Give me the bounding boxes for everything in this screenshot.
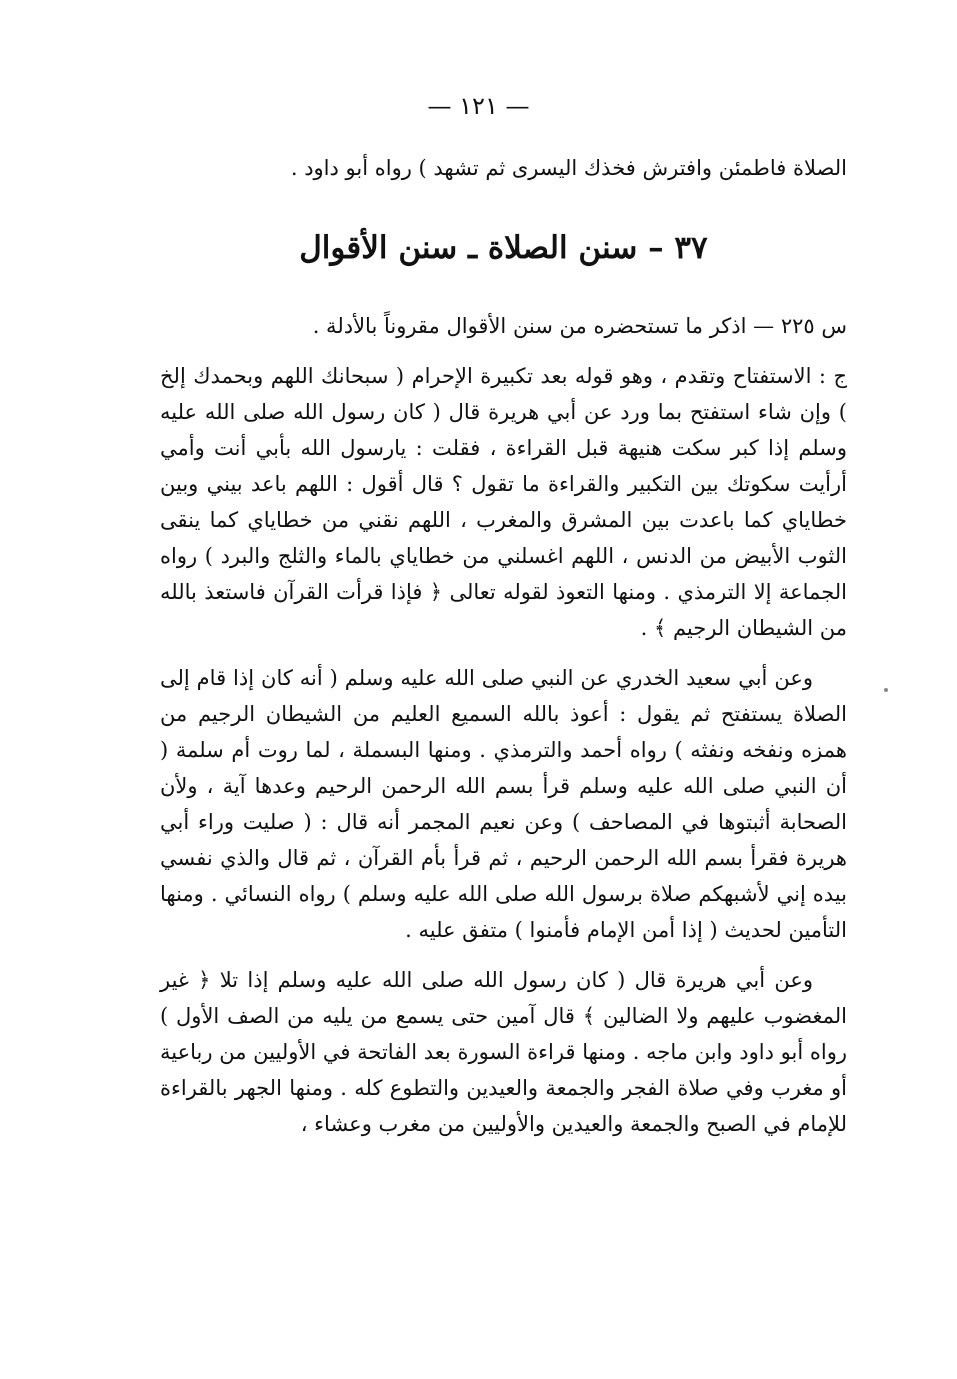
body-paragraph: وعن أبي سعيد الخدري عن النبي صلى الله عليه وسلم ( أنه كان إذا قام إلى الصلاة يستفتح ثم يقول : أعوذ بالله السميع العليم من الشيطان الرجيم من همزه ونفخه ونفثه ) رواه أحمد والترمذي . ومنها البسملة ، لما روت أم سلمة ( أن النبي صلى الله عليه وسلم قرأ بسم الله الرحمن الرحيم وعدها آية ، ولأن الصحابة أثبتوها في المصاحف ) وعن نعيم المجمر أنه قال : ( صليت وراء أبي هريرة فقرأ بسم الله الرحمن الرحيم ، ثم قرأ بأم القرآن ، ثم قال والذي نفسي بيده إني لأشبهكم صلاة برسول الله صلى الله عليه وسلم ) رواه النسائي . ومنها التأمين لحديث ( إذا أمن الإمام فأمنوا ) متفق عليه . — [160, 666, 847, 942]
answer-paragraph: ج : الاستفتاح وتقدم ، وهو قوله بعد تكبيرة الإحرام ( سبحانك اللهم وبحمدك إلخ ) وإن شاء استفتح بما ورد عن أبي هريرة قال ( كان رسول الله صلى الله عليه وسلم إذا كبر سكت هنيهة قبل القراءة ، فقلت : يارسول الله بأبي أنت وأمي أرأيت سكوتك بين التكبير والقراءة ما تقول ؟ قال أقول : اللهم باعد بيني وبين خطاياي كما باعدت بين المشرق والمغرب ، اللهم نقني من خطاياي كما ينقى الثوب الأبيض من الدنس ، اللهم اغسلني من خطاياي بالماء والثلج والبرد ) رواه الجماعة إلا الترمذي . ومنها التعوذ لقوله تعالى ﴿ فإذا قرأت القرآن فاستعذ بالله من الشيطان الرجيم ﴾ . — [160, 364, 847, 640]
page-body — [160, 150, 847, 1142]
page-number: — ١٢١ — — [427, 92, 530, 120]
question-line: س ٢٢٥ — اذكر ما تستحضره من سنن الأقوال مقروناً بالأدلة . — [312, 314, 847, 338]
margin-speck — [884, 688, 888, 692]
body-paragraph: وعن أبي هريرة قال ( كان رسول الله صلى الله عليه وسلم إذا تلا ﴿ غير المغضوب عليهم ولا الضالين ﴾ قال آمين حتى يسمع من يليه من الصف الأول ) رواه أبو داود وابن ماجه . ومنها قراءة السورة بعد الفاتحة في الأوليين من رباعية أو مغرب وفي صلاة الفجر والجمعة والعيدين والتطوع كله . ومنها الجهر بالقراءة للإمام في الصبح والجمعة والعيدين والأوليين من مغرب وعشاء ، — [160, 968, 847, 1136]
intro-line: الصلاة فاطمئن وافترش فخذك اليسرى ثم تشهد ) رواه أبو داود . — [290, 156, 847, 180]
section-heading: ٣٧ – سنن الصلاة ـ سنن الأقوال — [299, 230, 708, 266]
